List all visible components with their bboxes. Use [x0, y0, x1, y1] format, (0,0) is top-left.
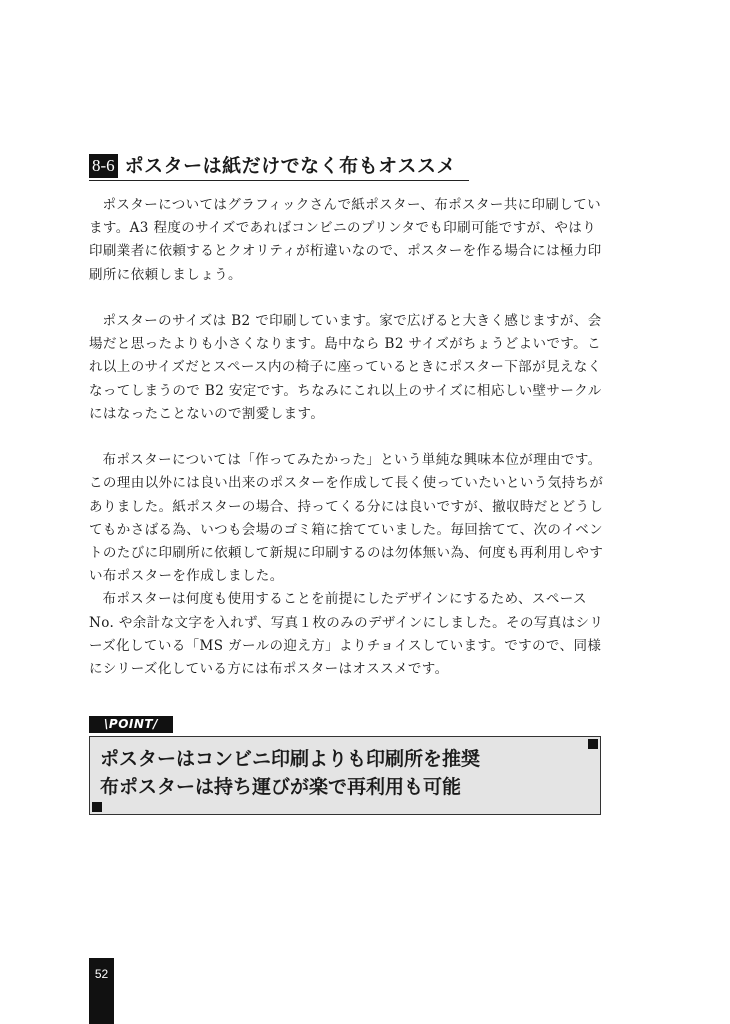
paragraph-2-line-3: これ以上のサイズだとスペース内の椅子に座っているときにポスター下部が見え: [89, 336, 601, 376]
paragraph-2-line-5: クルにはなったことないので割愛します。: [89, 382, 602, 422]
paragraph-1-line-1: ポスターについてはグラフィックさんで紙ポスター、布ポスター共に印刷して: [102, 197, 588, 213]
corner-mark-top-right: [588, 739, 598, 749]
page-tab: [89, 958, 114, 1024]
section-number: 8-6: [89, 154, 118, 178]
paragraph-3-line-6: 用しやすい布ポスターを作成しました。: [89, 545, 604, 585]
section-heading: [89, 152, 469, 181]
paragraph-4: [89, 588, 604, 681]
paragraph-3: [89, 449, 604, 588]
paragraph-3-line-5: イベントのたびに印刷所に依頼して新規に印刷するのは勿体無い為、何度も再利: [89, 521, 604, 562]
section-title: ポスターは紙だけでなく布もオススメ: [124, 155, 456, 177]
paragraph-1-line-2: います。A3 程度のサイズであればコンビニのプリンタでも印刷可能ですが、や: [89, 197, 602, 237]
paragraph-2-line-4: なくなってしまうので B2 安定です。ちなみにこれ以上のサイズに相応しい壁サー: [89, 359, 602, 399]
paragraph-2: [89, 310, 604, 426]
paragraph-4-line-3: リーズ化している「MS ガールの迎え方」よりチョイスしています。ですので、: [89, 614, 604, 654]
point-label: \POINT/: [89, 716, 173, 733]
paragraph-4-line-1: 布ポスターは何度も使用することを前提にしたデザインにするため、スペース: [102, 591, 587, 608]
paragraph-1-line-3: はり印刷業者に依頼するとクオリティが桁違いなので、ポスターを作る場合には: [89, 220, 597, 260]
paragraph-2-line-2: 会場だと思ったよりも小さくなります。島中なら B2 サイズがちょうどよいです。: [89, 313, 602, 353]
paragraph-4-line-4: 同様にシリーズ化している方には布ポスターはオススメです。: [89, 637, 602, 678]
paragraph-2-line-1: ポスターのサイズは B2 で印刷しています。家で広げると大きく感じますが、: [102, 313, 588, 329]
corner-mark-bottom-left: [92, 802, 102, 812]
paragraph-3-line-4: うしてもかさばる為、いつも会場のゴミ箱に捨てていました。毎回捨てて、次の: [89, 498, 604, 538]
paragraph-1-line-4: 極力印刷所に依頼しましょう。: [89, 243, 602, 283]
point-line-2: 布ポスターは持ち運びが楽で再利用も可能: [100, 776, 462, 798]
point-box: [89, 736, 601, 815]
point-line-1: ポスターはコンビニ印刷よりも印刷所を推奨: [100, 748, 481, 770]
paragraph-3-line-1: 布ポスターについては「作ってみたかった」という単純な興味本位が理由です。: [102, 452, 602, 469]
page-number: 52: [94, 967, 109, 981]
paragraph-3-line-2: この理由以外には良い出来のポスターを作成して長く使っていたいという気持ち: [89, 475, 590, 492]
paragraph-4-line-2: No. や余計な文字を入れず、写真１枚のみのデザインにしました。その写真はシ: [89, 614, 590, 631]
paragraph-1: [89, 194, 604, 287]
paragraph-3-line-3: がありました。紙ポスターの場合、持ってくる分には良いですが、撤収時だとど: [89, 475, 604, 515]
body-text: [89, 194, 604, 681]
point-lines: [100, 745, 480, 801]
